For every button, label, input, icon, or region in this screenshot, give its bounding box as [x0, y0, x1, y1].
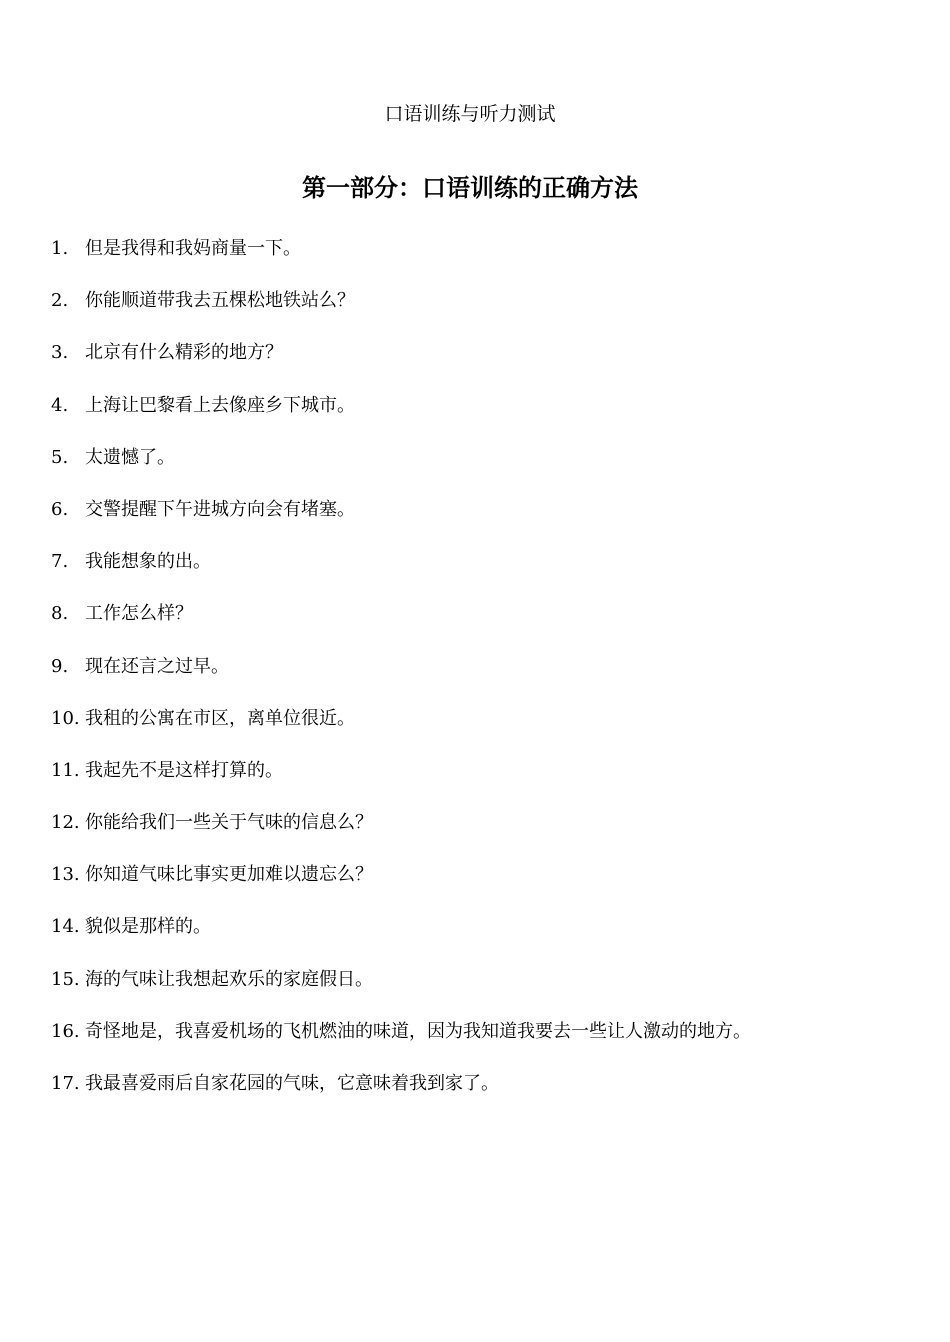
item-number: 9. [51, 655, 69, 677]
item-text: 我能想象的出。 [85, 551, 211, 573]
item-number: 6. [51, 498, 69, 520]
list-item [51, 758, 930, 810]
item-number: 14. [51, 916, 80, 938]
list-item [51, 601, 930, 653]
item-text: 我最喜爱雨后自家花园的气味，它意味着我到家了。 [85, 1073, 499, 1094]
item-text: 貌似是那样的。 [85, 916, 211, 938]
document-title: 口语训练与听力测试 [384, 103, 556, 125]
item-number: 16. [51, 1020, 80, 1042]
item-number: 1. [51, 238, 69, 259]
list-item [51, 706, 930, 758]
item-text: 我起先不是这样打算的。 [85, 759, 283, 781]
list-item [51, 236, 930, 288]
item-text: 你能给我们一些关于气味的信息么？ [85, 812, 373, 834]
item-text: 上海让巴黎看上去像座乡下城市。 [85, 394, 355, 416]
list-item [51, 497, 930, 549]
item-number: 5. [51, 446, 69, 468]
list-item [51, 288, 930, 340]
item-number: 15. [51, 968, 80, 990]
item-text: 但是我得和我妈商量一下。 [85, 238, 301, 259]
list-item [51, 914, 930, 966]
item-text: 我租的公寓在市区，离单位很近。 [85, 707, 355, 729]
item-number: 10. [51, 707, 80, 729]
item-number: 11. [51, 759, 80, 781]
item-number: 2. [51, 290, 69, 312]
item-number: 13. [51, 864, 80, 886]
list-item [51, 810, 930, 862]
sentence-list [51, 236, 930, 1123]
item-text: 你知道气味比事实更加难以遗忘么？ [85, 864, 373, 886]
item-text: 奇怪地是，我喜爱机场的飞机燃油的味道，因为我知道我要去一些让人激动的地方。 [85, 1020, 751, 1042]
item-text: 你能顺道带我去五棵松地铁站么？ [85, 290, 355, 312]
list-item [51, 445, 930, 497]
item-text: 现在还言之过早。 [85, 655, 229, 677]
item-number: 4. [51, 394, 69, 416]
item-text: 工作怎么样？ [85, 603, 193, 625]
item-number: 12. [51, 812, 80, 834]
item-number: 17. [51, 1073, 80, 1094]
list-item [51, 1019, 930, 1071]
item-number: 3. [51, 342, 69, 364]
list-item [51, 654, 930, 706]
list-item [51, 393, 930, 445]
item-text: 海的气味让我想起欢乐的家庭假日。 [85, 968, 373, 990]
list-item [51, 862, 930, 914]
section-heading: 第一部分：口语训练的正确方法 [302, 173, 638, 202]
item-text: 太遗憾了。 [85, 446, 175, 468]
list-item [51, 549, 930, 601]
item-text: 北京有什么精彩的地方？ [85, 342, 283, 364]
item-number: 7. [51, 551, 69, 573]
list-item [51, 340, 930, 392]
item-number: 8. [51, 603, 69, 625]
list-item [51, 1071, 930, 1123]
list-item [51, 967, 930, 1019]
item-text: 交警提醒下午进城方向会有堵塞。 [85, 498, 355, 520]
